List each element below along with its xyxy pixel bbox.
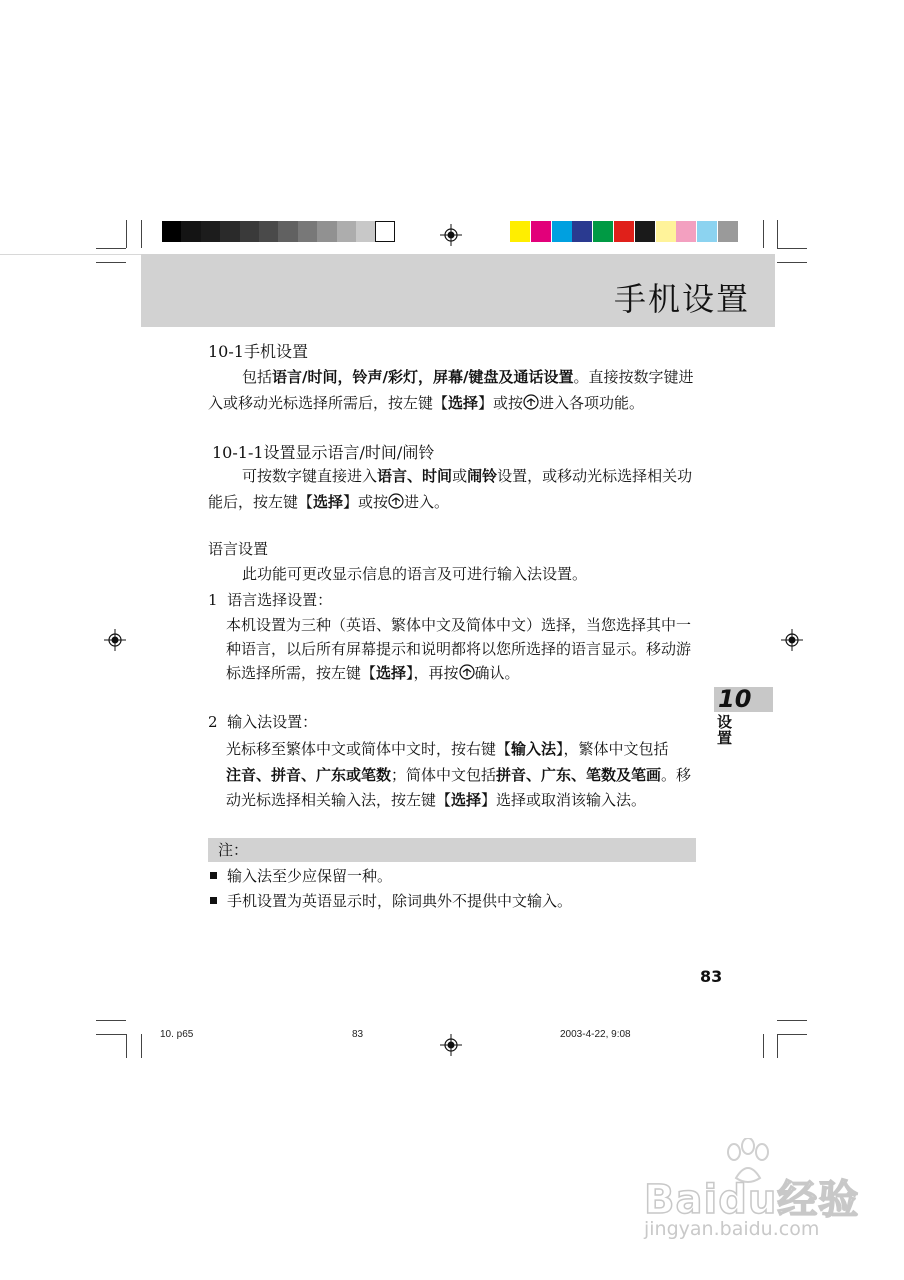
color-swatch [356, 221, 376, 242]
paragraph-line: 注音、拼音、广东或笔数；简体中文包括拼音、广东、笔数及笔画。移 [226, 766, 692, 784]
chapter-number: 10 [718, 685, 752, 713]
paragraph-line: 包括语言/时间，铃声/彩灯，屏幕/键盘及通话设置。直接按数字键进 [242, 368, 694, 386]
color-swatch [375, 221, 395, 242]
color-swatch [676, 221, 696, 242]
color-swatch [614, 221, 634, 242]
paragraph-line: 入或移动光标选择所需后，按左键【选择】或按 进入各项功能。 [208, 394, 645, 412]
crop-mark [141, 1034, 142, 1058]
crop-line [0, 254, 141, 255]
baidu-watermark: Baidu经验 jingyan.baidu.com [640, 1138, 870, 1248]
footer-page: 83 [352, 1029, 364, 1040]
color-swatch [181, 221, 201, 242]
color-swatch [593, 221, 613, 242]
crop-mark [763, 220, 764, 248]
registration-mark-icon [781, 629, 803, 651]
note-item: 手机设置为英语显示时，除词典外不提供中文输入。 [210, 888, 572, 914]
registration-mark-icon [440, 224, 462, 246]
chapter-header [141, 254, 775, 327]
color-swatch [635, 221, 655, 242]
color-swatch [259, 221, 279, 242]
page-number: 83 [700, 967, 723, 986]
bullet-icon [210, 872, 217, 879]
chapter-tab-label: 设置 [717, 713, 733, 747]
paragraph-line: 动光标选择相关输入法，按左键【选择】选择或取消该输入法。 [226, 791, 647, 809]
ok-key-icon [388, 493, 404, 509]
crop-mark [763, 1034, 764, 1058]
crop-mark [96, 1034, 126, 1035]
color-swatch [572, 221, 592, 242]
footer-filename: 10. p65 [160, 1029, 194, 1040]
crop-mark [777, 1034, 778, 1058]
color-swatch [278, 221, 298, 242]
paragraph-line: 此功能可更改显示信息的语言及可进行输入法设置。 [242, 565, 588, 583]
list-item-heading: 2 输入法设置： [208, 713, 318, 731]
registration-mark-icon [104, 629, 126, 651]
color-swatch [337, 221, 357, 242]
color-swatch [510, 221, 530, 242]
ok-key-icon [459, 664, 475, 680]
color-swatch [220, 221, 240, 242]
ok-key-icon [523, 394, 539, 410]
bullet-icon [210, 897, 217, 904]
crop-mark [777, 1020, 807, 1021]
paragraph-line: 本机设置为三种（英语、繁体中文及简体中文）选择，当您选择其中一 [226, 616, 692, 634]
crop-mark [126, 220, 127, 248]
paragraph-line: 光标移至繁体中文或简体中文时，按右键【输入法】，繁体中文包括 [226, 740, 669, 758]
crop-mark [96, 1020, 126, 1021]
crop-mark [96, 262, 126, 263]
crop-mark [777, 248, 807, 249]
color-swatch [552, 221, 572, 242]
crop-mark [777, 262, 807, 263]
registration-mark-icon [440, 1034, 462, 1056]
footer-timestamp: 2003-4-22, 9:08 [560, 1029, 631, 1040]
color-swatch [697, 221, 717, 242]
paragraph-line: 能后，按左键【选择】或按 进入。 [208, 493, 450, 511]
crop-mark [126, 1034, 127, 1058]
subheading: 语言设置 [208, 540, 269, 558]
crop-mark [777, 1034, 807, 1035]
color-swatch [531, 221, 551, 242]
color-swatch [317, 221, 337, 242]
paragraph-line: 标选择所需，按左键【选择】，再按 确认。 [226, 664, 520, 682]
crop-mark [777, 220, 778, 248]
note-item: 输入法至少应保留一种。 [210, 863, 392, 889]
crop-mark [141, 220, 142, 248]
paragraph-line: 可按数字键直接进入语言、时间或闹铃设置，或移动光标选择相关功 [242, 467, 693, 485]
note-label: 注： [218, 841, 249, 859]
note-bar [208, 838, 696, 862]
page-title: 手机设置 [613, 280, 750, 318]
paragraph-line: 种语言，以后所有屏幕提示和说明都将以您所选择的语言显示。移动游 [226, 640, 692, 658]
color-swatch [656, 221, 676, 242]
color-swatch [201, 221, 221, 242]
subsection-title: 10-1-1设置显示语言/时间/闹铃 [212, 443, 435, 462]
color-swatch [298, 221, 318, 242]
color-swatch [162, 221, 182, 242]
chapter-tab [714, 687, 773, 712]
color-swatch [718, 221, 738, 242]
color-swatch [240, 221, 260, 242]
list-item-heading: 1 语言选择设置： [208, 591, 333, 609]
crop-mark [96, 248, 126, 249]
section-title: 10-1手机设置 [208, 342, 308, 361]
